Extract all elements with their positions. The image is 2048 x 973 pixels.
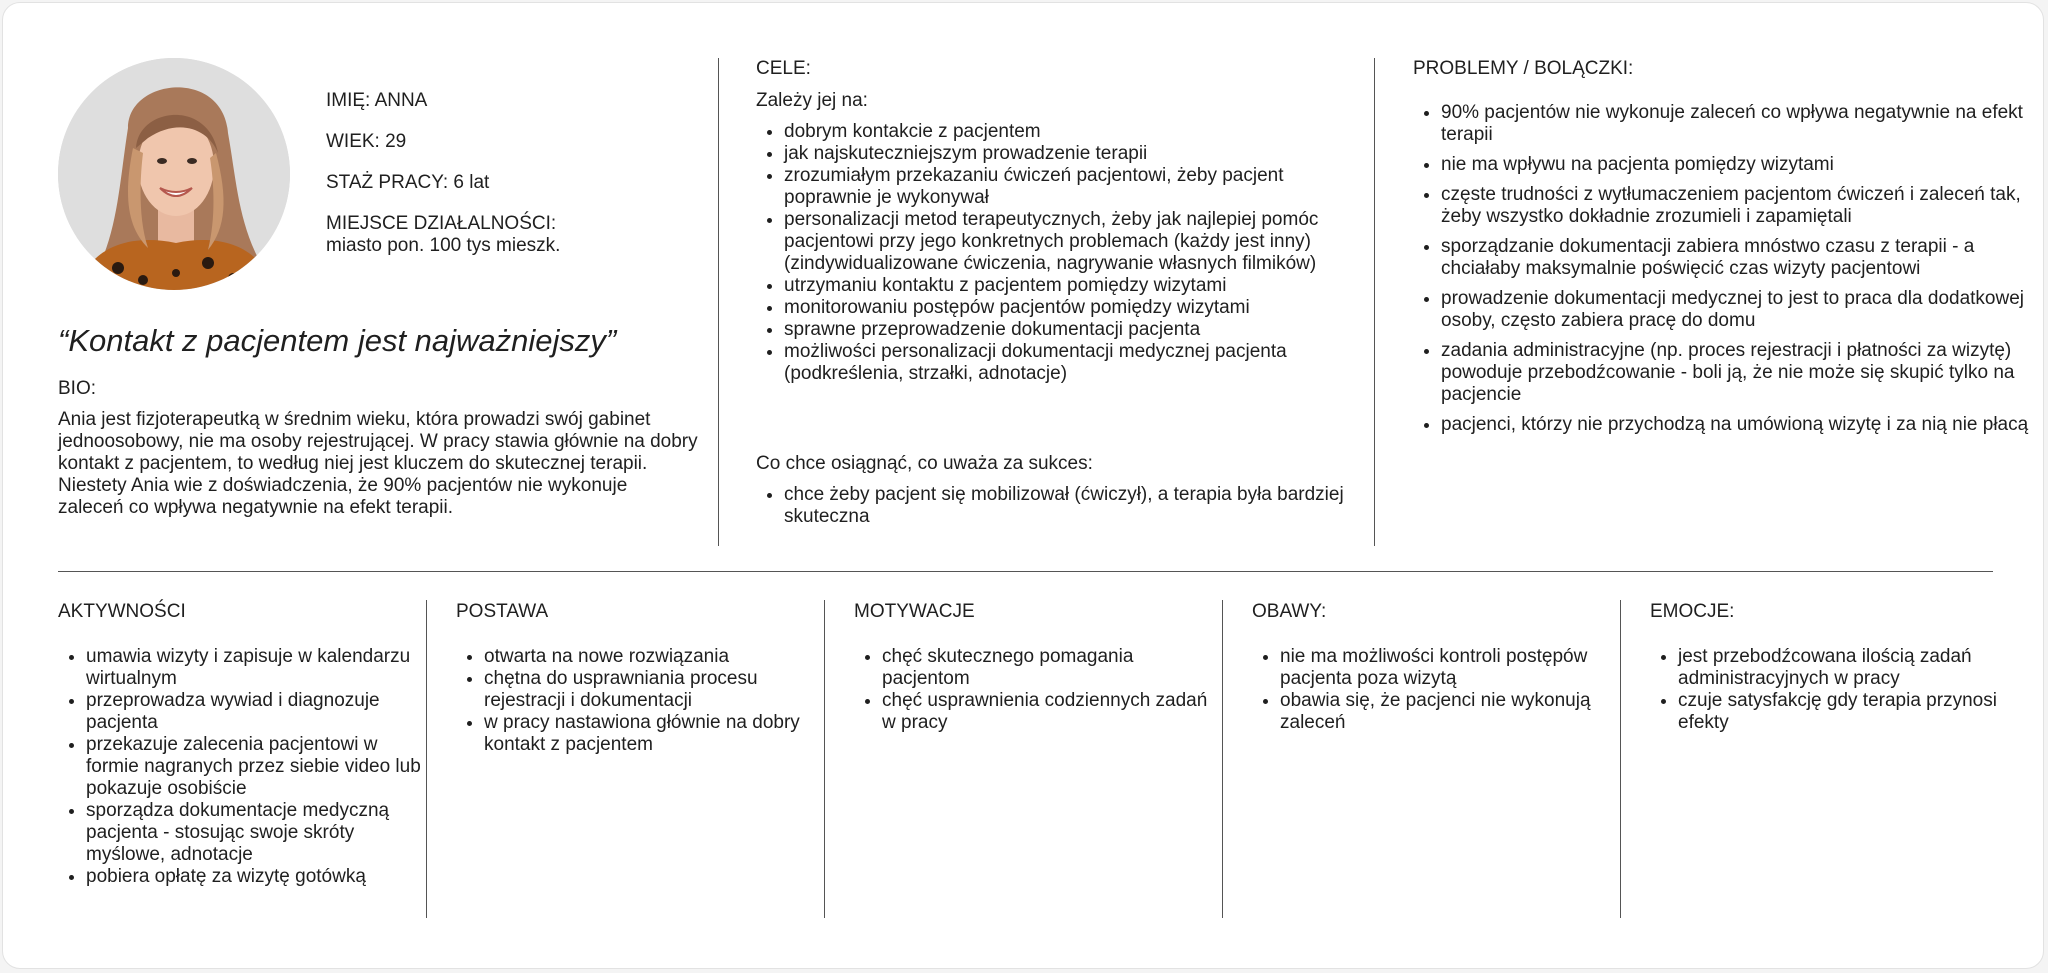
divider-vertical-6	[1620, 600, 1621, 918]
concerns-heading: OBAWY:	[1252, 601, 1327, 622]
profile-name: IMIĘ: ANNA	[326, 90, 428, 111]
divider-vertical-2	[1374, 58, 1375, 546]
list-item: • otwarta na nowe rozwiązania	[484, 646, 824, 668]
list-item: • pacjenci, którzy nie przychodzą na umówioną wizytę i za nią nie płacą	[1441, 414, 2031, 436]
list-item: • prowadzenie dokumentacji medycznej to jest to praca dla dodatkowej osoby, często zabiera pracę do domu	[1441, 288, 2031, 332]
list-item: • umawia wizyty i zapisuje w kalendarzu wirtualnym	[86, 646, 431, 690]
list-item: • w pracy nastawiona głównie na dobry kontakt z pacjentem	[484, 712, 824, 756]
list-item: • chętna do usprawniania procesu rejestracji i dokumentacji	[484, 668, 824, 712]
list-item: • chęć usprawnienia codziennych zadań w pracy	[882, 690, 1212, 734]
list-item: • możliwości personalizacji dokumentacji medycznej pacjenta (podkreślenia, strzałki, adnotacje)	[784, 341, 1369, 385]
divider-vertical-4	[824, 600, 825, 918]
divider-vertical-1	[718, 58, 719, 546]
list-item: • chęć skutecznego pomagania pacjentom	[882, 646, 1212, 690]
list-item: • obawia się, że pacjenci nie wykonują zaleceń	[1280, 690, 1615, 734]
motivations-heading: MOTYWACJE	[854, 601, 975, 622]
attitude-heading: POSTAWA	[456, 601, 549, 622]
attitude-list	[456, 646, 824, 756]
list-item: • sporządzanie dokumentacji zabiera mnóstwo czasu z terapii - a chciałaby maksymalnie poświęcić czas wizyty pacjentowi	[1441, 236, 2031, 280]
divider-horizontal	[58, 571, 1993, 572]
motivations-list	[854, 646, 1212, 734]
emotions-heading: EMOCJE:	[1650, 601, 1735, 622]
success-list	[756, 484, 1369, 528]
activities-list	[58, 646, 431, 888]
portrait-image	[58, 58, 290, 290]
list-item: • 90% pacjentów nie wykonuje zaleceń co wpływa negatywnie na efekt terapii	[1441, 102, 2031, 146]
avatar	[58, 58, 290, 290]
profile-age: WIEK: 29	[326, 131, 407, 152]
profile-location-value: miasto pon. 100 tys mieszk.	[326, 235, 561, 256]
list-item: • jest przebodźcowana ilością zadań administracyjnych w pracy	[1678, 646, 2028, 690]
list-item: • monitorowaniu postępów pacjentów pomiędzy wizytami	[784, 297, 1369, 319]
list-item: • zadania administracyjne (np. proces rejestracji i płatności za wizytę) powoduje przebodźcowanie - boli ją, że nie może się skupić tylko na pacjencie	[1441, 340, 2031, 406]
list-item: • utrzymaniu kontaktu z pacjentem pomiędzy wizytami	[784, 275, 1369, 297]
goals-heading: CELE:	[756, 58, 811, 79]
list-item: • częste trudności z wytłumaczeniem pacjentom ćwiczeń i zaleceń tak, żeby wszystko dokładnie zrozumieli i zapamiętali	[1441, 184, 2031, 228]
bio-text: Ania jest fizjoterapeutką w średnim wieku, która prowadzi swój gabinet jednoosobowy, nie ma osoby rejestrującej. W pracy stawia głównie na dobry kontakt z pacjentem, to według niej jest kluczem do skutecznej terapii. Niestety Ania wie z doświadczenia, że 90% pacjentów nie wykonuje zaleceń co wpływa negatywnie na efekt terapii.	[58, 409, 698, 518]
list-item: • nie ma możliwości kontroli postępów pacjenta poza wizytą	[1280, 646, 1615, 690]
list-item: • czuje satysfakcję gdy terapia przynosi efekty	[1678, 690, 2028, 734]
problems-heading: PROBLEMY / BOLĄCZKI:	[1413, 58, 1634, 79]
list-item: • przekazuje zalecenia pacjentowi w formie nagranych przez siebie video lub pokazuje osobiście	[86, 734, 431, 800]
emotions-list	[1650, 646, 2028, 734]
concerns-list	[1252, 646, 1615, 734]
profile-experience: STAŻ PRACY: 6 lat	[326, 172, 490, 193]
persona-quote: “Kontakt z pacjentem jest najważniejszy”	[58, 323, 617, 358]
list-item: • przeprowadza wywiad i diagnozuje pacjenta	[86, 690, 431, 734]
list-item: • chce żeby pacjent się mobilizował (ćwiczył), a terapia była bardziej skuteczna	[784, 484, 1369, 528]
activities-heading: AKTYWNOŚCI	[58, 601, 186, 622]
profile-location-label: MIEJSCE DZIAŁALNOŚCI:	[326, 213, 557, 234]
divider-vertical-5	[1222, 600, 1223, 918]
list-item: • personalizacji metod terapeutycznych, żeby jak najlepiej pomóc pacjentowi przy jego konkretnych problemach (każdy jest inny) (zindywidualizowane ćwiczenia, nagrywanie własnych filmików)	[784, 209, 1369, 275]
list-item: • dobrym kontakcie z pacjentem	[784, 121, 1369, 143]
list-item: • nie ma wpływu na pacjenta pomiędzy wizytami	[1441, 154, 2031, 176]
list-item: • zrozumiałym przekazaniu ćwiczeń pacjentowi, żeby pacjent poprawnie je wykonywał	[784, 165, 1369, 209]
list-item: • pobiera opłatę za wizytę gotówką	[86, 866, 431, 888]
list-item: • sprawne przeprowadzenie dokumentacji pacjenta	[784, 319, 1369, 341]
persona-card	[2, 2, 2044, 969]
goals-list	[756, 121, 1369, 385]
list-item: • jak najskuteczniejszym prowadzenie terapii	[784, 143, 1369, 165]
problems-list	[1413, 102, 2031, 444]
success-intro: Co chce osiągnąć, co uważa za sukces:	[756, 453, 1093, 474]
bio-heading: BIO:	[58, 378, 97, 399]
list-item: • sporządza dokumentacje medyczną pacjenta - stosując swoje skróty myślowe, adnotacje	[86, 800, 431, 866]
goals-intro: Zależy jej na:	[756, 90, 868, 111]
